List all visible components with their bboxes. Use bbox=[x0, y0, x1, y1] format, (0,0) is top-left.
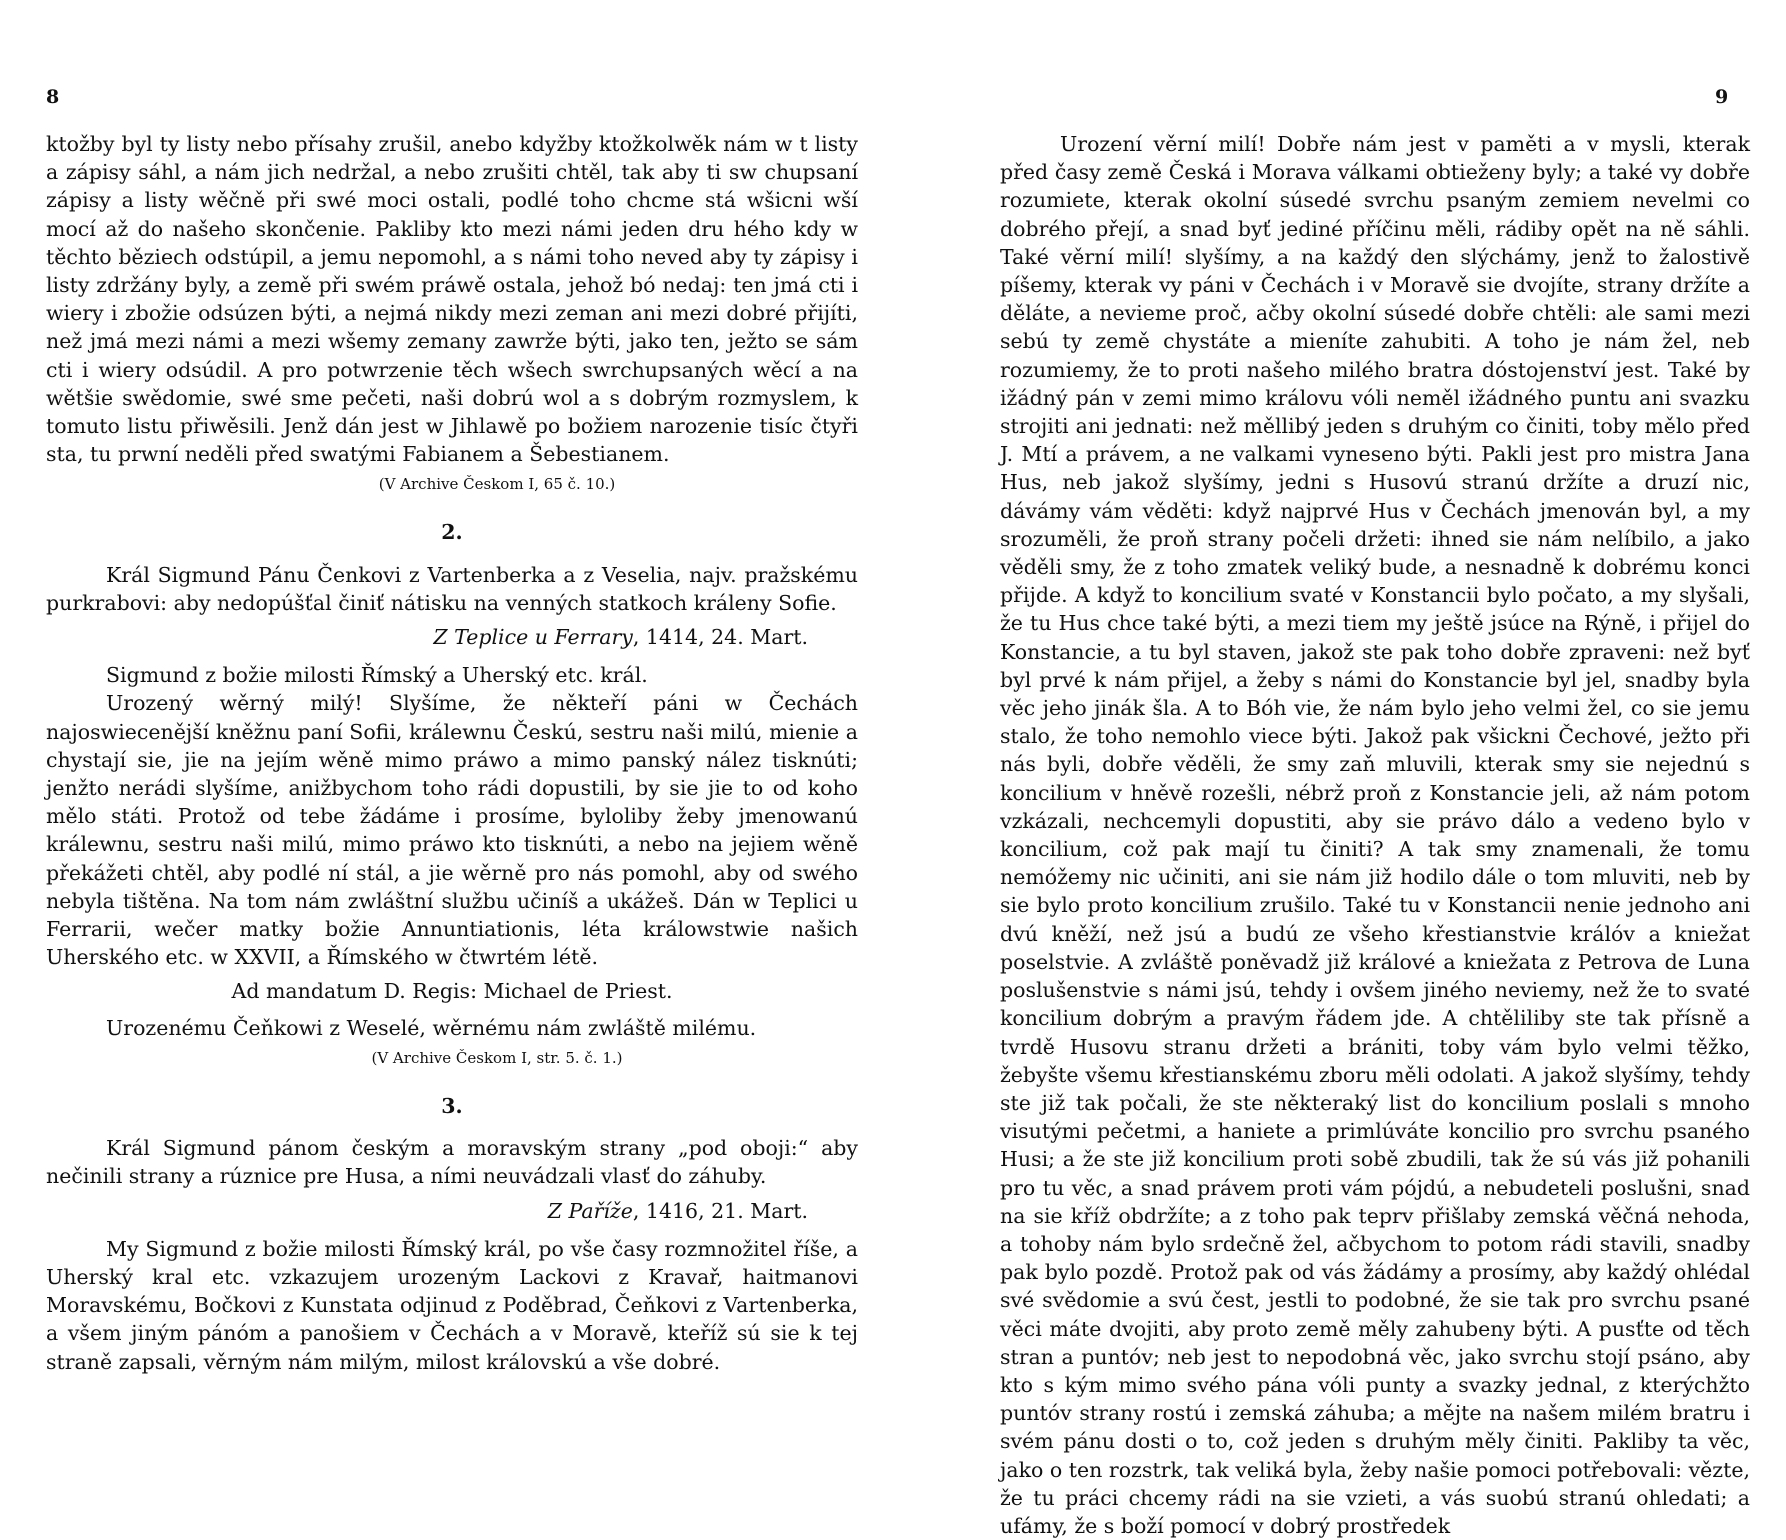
document-2-address: Urozenému Čeňkowi z Weselé, wěrnému nám zwláště milému. bbox=[106, 1015, 757, 1040]
document-2-place-date bbox=[46, 623, 858, 651]
document-3-heading: Král Sigmund pánom českým a moravským strany „pod oboji:“ aby nečinili strany a rúznice pre Husa, a ními neuvádzali vlasť do záhuby. bbox=[46, 1136, 858, 1189]
right-page bbox=[893, 0, 1786, 1538]
document-3-place-date bbox=[46, 1197, 858, 1225]
page-number-left: 8 bbox=[46, 86, 60, 108]
document-2-date: , 1414, 24. Mart. bbox=[632, 625, 808, 650]
right-page-text-column bbox=[1000, 130, 1750, 1540]
document-2-body: Urozený wěrný milý! Slyšíme, že někteří páni w Čechách najoswiecenější kněžnu paní Sofii, králewnu Českú, sestru naši milú, mienie a chystají sie, jie na jejím wěně mimo práwo a mimo panský nález tisknúti; jenžto nerádi slyšíme, anižbychom toho rádi dopustili, by sie jie to od koho mělo státi. Protož od tebe žádáme i prosíme, byloliby žeby jmenowanú králewnu, sestru naši milú, mimo práwo kto tisknúti, a nebo na jejiem wěně překážeti chtěl, aby podlé ní stál, a jie wěrně pro nás pomohl, aby od swého nebyla tištěna. Na tom nám zwláštní službu učiníš a ukážeš. Dán w Teplici u Ferrarii, wečer matky božie Annuntiationis, léta králowstwie našich Uherského etc. w XXVII, a Římského w čtwrtém létě. bbox=[46, 691, 858, 970]
document-number-2: 2. bbox=[441, 520, 463, 545]
opening-paragraph: ktožby byl ty listy nebo přísahy zrušil, anebo kdyžby ktožkolwěk nám w t listy a zápisy sáhl, a nám jich nedržal, a nebo zrušiti chtěl, tak aby ti sw chupsaní zápisy a listy wěčně při swé moci ostali, podlé toho chcme stá wšicni wší mocí až do našeho skončenie. Pakliby kto mezi námi jeden dru hého kdy w těchto běziech odstúpil, a jemu nepomohl, a s námi toho neved aby ty zápisy i listy zdržány byly, a země při swém práwě ostala, jehož bó nedaj: ten jmá cti i wiery i zbožie odsúzen býti, a nejmá nikdy mezi zeman ani mezi dobré přijíti, než jmá mezi námi a mezi wšemy zemany zawrže býti, jako ten, ježto se sám cti i wiery odsúdil. A pro potwrzenie těch wšech swrchupsaných wěcí a na wětšie swědomie, swé sme pečeti, naši dobrú wol a s dobrým rozmyslem, k tomuto listu přiwěsili. Jenž dán jest w Jihlawě po božiem narozenie tisíc čtyři sta, tu prwní neděli před swatými Fabianem a Šebestianem. bbox=[46, 132, 858, 467]
document-2-heading: Král Sigmund Pánu Čenkovi z Vartenberka a z Veselia, najv. pražskému purkrabovi: aby nedopúšťal činiť nátisku na venných statkoch králeny Sofie. bbox=[46, 562, 858, 615]
page-number-right: 9 bbox=[1715, 86, 1729, 108]
document-3-body: My Sigmund z božie milosti Římský král, po vše časy rozmnožitel říše, a Uherský kral etc. vzkazujem urozeným Lackovi z Kravař, haitmanovi Moravskému, Bočkovi z Kunstata odjinud z Poděbrad, Čeňkovi z Vartenberka, a všem jiným pánóm a panošiem v Čechách a v Moravě, kteříž sú sie k tej straně zapsali, věrným nám milým, milost královskú a vše dobré. bbox=[46, 1236, 858, 1374]
left-page-text-column bbox=[46, 130, 858, 1376]
document-3-date: , 1416, 21. Mart. bbox=[632, 1198, 808, 1223]
source-citation-2: (V Archive Českom I, str. 5. č. 1.) bbox=[371, 1048, 623, 1067]
left-page bbox=[0, 0, 893, 1500]
document-2-mandate: Ad mandatum D. Regis: Michael de Priest. bbox=[231, 979, 673, 1004]
document-number-3: 3. bbox=[441, 1093, 463, 1118]
document-2-place: Z Teplice u Ferrary bbox=[433, 625, 633, 650]
source-citation-1: (V Archive Českom I, 65 č. 10.) bbox=[378, 475, 616, 494]
document-2-salutation: Sigmund z božie milosti Římský a Uherský etc. král. bbox=[106, 663, 648, 688]
right-page-paragraph: Urození věrní milí! Dobře nám jest v paměti a v mysli, kterak před časy země Česká i Morava válkami obtieženy byly; a také vy dobře rozumiete, kterak okolní súsedé svrchu psaným zemiem nevelmi co dobrého přejí, a snad byť jediné příčinu měli, rádiby opět na ně sáhli. Také věrní milí! slyšímy, a na každý den slýchámy, jenž to žalostivě píšemy, kterak vy páni v Čechách i v Moravě sie dvojíte, strany držíte a děláte, a nevieme proč, ačby okolní súsedé dobře chtěli: ale sami mezi sebú ty země chystáte a mieníte zahubiti. A toho je nám žel, neb rozumiemy, že to proti našeho milého bratra dóstojenství jest. Také by ižádný pán v zemi mimo královu vóli neměl ižádného puntu ani svazku strojiti ani jednati: než měllibý jeden s druhým co činiti, toby mělo před J. Mtí a právem, a ne valkami vyneseno býti. Pakli jest pro mistra Jana Hus, neb jakož slyšímy, jedni s Husovú stranú držíte a druzí nic, dávámy vám věděti: když najprvé Hus v Čechách jmenován byl, a my srozuměli, že proň strany počeli držeti: ihned sie nám nelíbilo, a jako věděli smy, že z toho zmatek veliký bude, a nesnadně k dobrému konci přijde. A když to koncilium svaté v Konstancii bylo počato, a my slyšali, že tu Hus chce také býti, a mezi tiem my ještě jsúce na Rýně, i přijel do Konstancie, a tu byl staven, jakož ste pak toho dobře zpraveni: než byť byl prvé k nám přijel, a žeby s námi do Konstancie byl jel, snadby byla věc jeho jinák šla. A to Bóh vie, že nám bylo jeho velmi žel, co sie jemu stalo, že toho nemohlo viece býti. Jakož pak všickni Čechové, ježto při nás byli, dobře věděli, že smy zaň mluvili, kterak smy sie nejednú s koncilium v hněvě rozešli, nébrž proň z Konstancie jeli, až nám potom vzkázali, nechcemyli dopustiti, aby sie právo dálo a vedeno bylo v koncilium, což pak mají tu činiti? A tak smy znamenali, že tomu nemóžemy nic učiniti, ani sie nám již hodilo dále o tom mluviti, neb by sie bylo proto koncilium zrušilo. Také tu v Konstancii nenie jednoho ani dvú kněží, než jsú a budú ze všeho křestianstvie králóv a kniežat poselstvie. A zvláště poněvadž již králové a kniežata z Petrova de Luna poslušenstvie s námi jsú, tehdy i ovšem jiného neviemy, než že to svaté koncilium dobrým a pravým řádem jde. A chtěliliby ste tak přísně a tvrdě Husovu stranu držeti a brániti, toby vám bylo velmi těžko, žebyšte všemu křestianskému zboru měli odolati. A jakož slyšímy, tehdy ste již tak počali, že ste některaký list do koncilium poslali s mnoho visutými pečetmi, a haniete a primlúváte koncilio pro svrchu psaného Husi; a že ste již koncilium proti sobě zbudili, tak že sú vás již pohanili pro tu věc, a snad právem proti vám pójdú, a nebudeteli poslušni, snad na sie kříž obdržíte; a z toho pak teprv přišlaby zemská věčná nehoda, a tohoby nám bylo srdečně žel, ačbychom to potom rádi stavili, snadby pak bylo pozdě. Protož pak od vás žádámy a prosímy, aby každý ohlédal své svědomie a svú čest, jestli to podobné, že sie tak pro svrchu psané věci máte dvojiti, aby proto země měly zahubeny býti. A pusťte od těch stran a puntóv; neb jest to nepodobná věc, jako svrchu stojí psáno, aby kto s kým mimo svého pána vóli punty a svazky jednal, z kterýchžto puntóv strany rostú i zemská záhuba; a mějte na našem milém bratru i svém pánu dosti o to, což jeden s druhým měly činiti. Pakliby ta věc, jako o ten rozstrk, tak veliká byla, žeby našie pomoci potřebovali: vězte, že tu práci chcemy rádi na sie vzieti, a vás suobú stranú ohledati; a ufámy, že s boží pomocí v dobrý prostředek bbox=[1000, 132, 1750, 1538]
document-3-place: Z Paříže bbox=[547, 1198, 633, 1223]
